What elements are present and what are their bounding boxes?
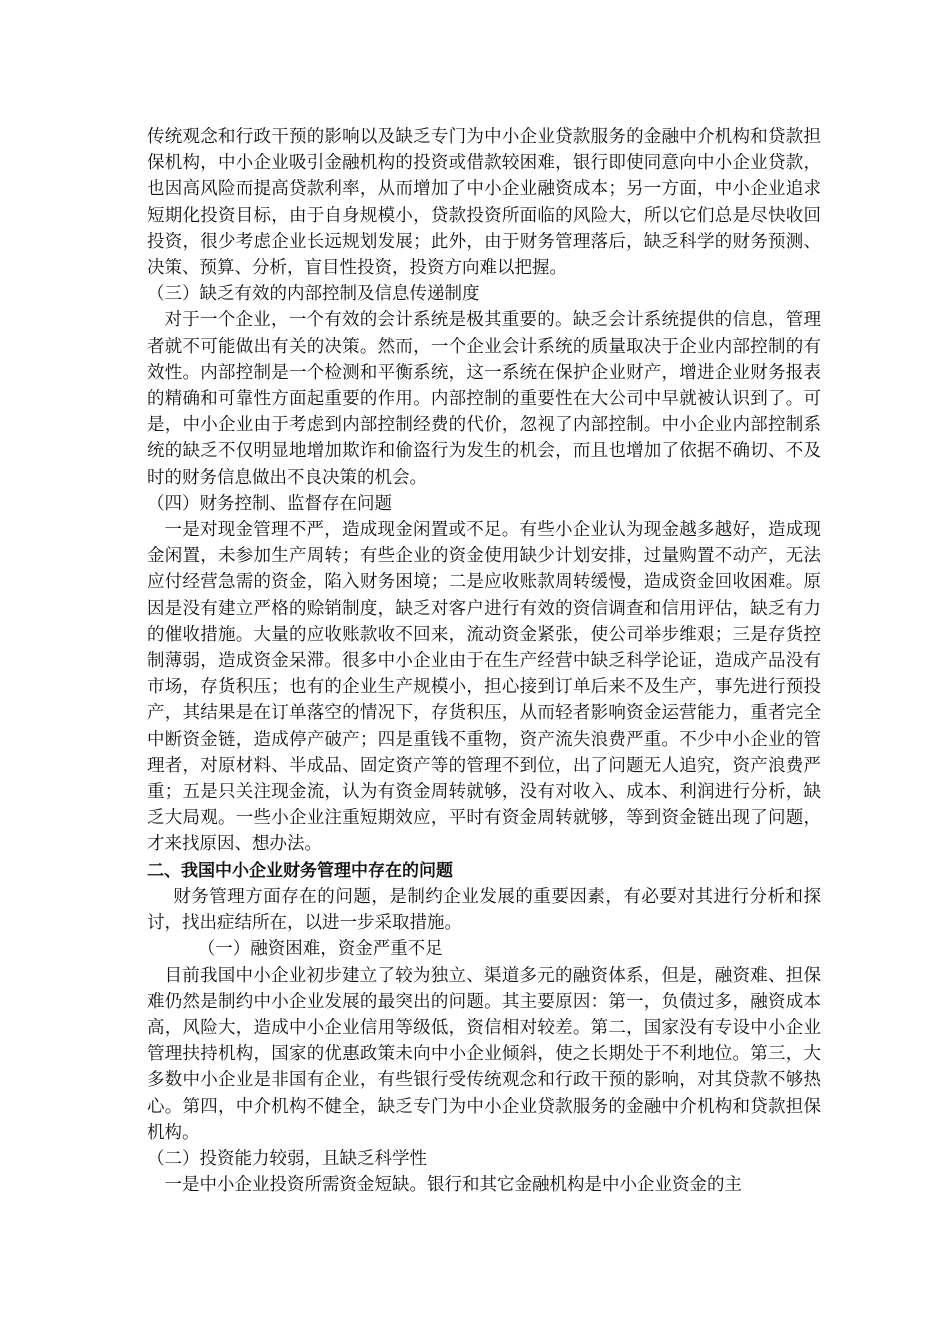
section-heading-financial-supervision: （四）财务控制、监督存在问题 [147, 493, 392, 514]
paragraph-financing-difficulty: 目前我国中小企业初步建立了较为独立、渠道多元的融资体系，但是，融资难、担保难仍然是制约中小企业发展的最突出的问题。其主要原因：第一，负债过多，融资成本高，风险大，造成中小企业信用等级低，资信相对较差。第二，国家没有专设中小企业管理扶持机构，国家的优惠政策未向中小企业倾斜，使之长期处于不利地位。第三，大多数中小企业是非国有企业，有些银行受传统观念和行政干预的影响，对其贷款不够热心。第四，中介机构不健全，缺乏专门为中小企业贷款服务的金融中介机构和贷款担保机构。 [147, 965, 821, 1143]
section-heading-investment-capacity: （二）投资能力较弱，且缺乏科学性 [147, 1148, 427, 1169]
document-page [147, 124, 821, 1198]
chapter-heading-problems: 二、我国中小企业财务管理中存在的问题 [147, 860, 453, 881]
paragraph-financing-risk: 传统观念和行政干预的影响以及缺乏专门为中小企业贷款服务的金融中介机构和贷款担保机构，中小企业吸引金融机构的投资或借款较困难，银行即使同意向中小企业贷款，也因高风险而提高贷款利率，从而增加了中小企业融资成本；另一方面，中小企业追求短期化投资目标，由于自身规模小，贷款投资所面临的风险大，所以它们总是尽快收回投资，很少考虑企业长远规划发展；此外，由于财务管理落后，缺乏科学的财务预测、决策、预算、分析，盲目性投资，投资方向难以把握。 [147, 127, 821, 279]
paragraph-financial-supervision: 一是对现金管理不严，造成现金闲置或不足。有些小企业认为现金越多越好，造成现金闲置，未参加生产周转；有些企业的资金使用缺少计划安排，过量购置不动产，无法应付经营急需的资金，陷入财务困境；二是应收账款周转缓慢，造成资金回收困难。原因是没有建立严格的赊销制度，缺乏对客户进行有效的资信调查和信用评估，缺乏有力的催收措施。大量的应收账款收不回来，流动资金紧张，使公司举步维艰；三是存货控制薄弱，造成资金呆滞。很多中小企业由于在生产经营中缺乏科学论证，造成产品没有市场，存货积压；也有的企业生产规模小，担心接到订单后来不及生产，事先进行预投产，其结果是在订单落空的情况下，存货积压，从而轻者影响资金运营能力，重者完全中断资金链，造成停产破产；四是重钱不重物，资产流失浪费严重。不少中小企业的管理者，对原材料、半成品、固定资产等的管理不到位，出了问题无人追究，资产浪费严重；五是只关注现金流，认为有资金周转就够，没有对收入、成本、利润进行分析，缺乏大局观。一些小企业注重短期效应，平时有资金周转就够，等到资金链出现了问题，才来找原因、想办法。 [147, 520, 821, 855]
section-heading-financing-difficulty: （一）融资困难，资金严重不足 [197, 939, 443, 960]
section-heading-internal-control: （三）缺乏有效的内部控制及信息传递制度 [147, 284, 480, 305]
paragraph-problems-intro: 财务管理方面存在的问题，是制约企业发展的重要因素，有必要对其进行分析和探讨，找出症结所在，以进一步采取措施。 [147, 886, 821, 934]
paragraph-investment-capacity: 一是中小企业投资所需资金短缺。银行和其它金融机构是中小企业资金的主 [164, 1175, 742, 1196]
paragraph-internal-control: 对于一个企业，一个有效的会计系统是极其重要的。缺乏会计系统提供的信息，管理者就不可能做出有关的决策。然而，一个企业会计系统的质量取决于企业内部控制的有效性。内部控制是一个检测和平衡系统，这一系统在保护企业财产，增进企业财务报表的精确和可靠性方面起重要的作用。内部控制的重要性在大公司中早就被认识到了。可是，中小企业由于考虑到内部控制经费的代价，忽视了内部控制。中小企业内部控制系统的缺乏不仅明显地增加欺诈和偷盗行为发生的机会，而且也增加了依据不确切、不及时的财务信息做出不良决策的机会。 [147, 310, 821, 488]
